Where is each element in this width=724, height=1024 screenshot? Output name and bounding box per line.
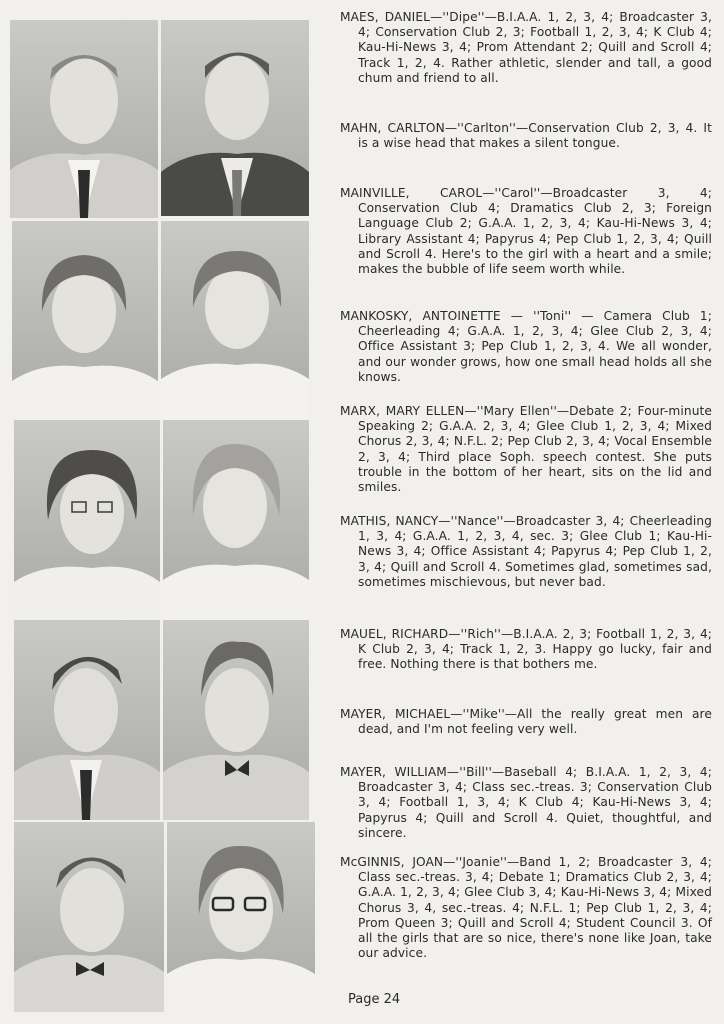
student-entry: MAES, DANIEL—''Dipe''—B.I.A.A. 1, 2, 3, 4; Broadcaster 3, 4; Conservation Club 2, 3; Football 1, 2, 3, 4; K Club 4; Kau-Hi-News 3, 4; Prom Attendant 2; Quill and Scroll 4; Track 1, 2, 4. Rather athletic, slender and tall, a good chum and friend to all.: [340, 10, 712, 85]
page-number: Page 24: [348, 992, 401, 1007]
student-entry: MAYER, MICHAEL—''Mike''—All the really great men are dead, and I'm not feeling very well.: [340, 707, 712, 737]
student-entry: McGINNIS, JOAN—''Joanie''—Band 1, 2; Broadcaster 3, 4; Class sec.-treas. 3, 4; Debate 1; Dramatics Club 2, 3, 4; G.A.A. 1, 2, 3, 4; Glee Club 3, 4; Kau-Hi-News 3, 4; Mixed Chorus 3, 4, sec.-treas. 4; N.F.L. 1; Pep Club 1, 2, 3, 4; Prom Queen 3; Quill and Scroll 4; Student Council 3. Of all the girls that are so nice, there's none like Joan, take our advice.: [340, 855, 712, 961]
portrait-photo: [10, 20, 158, 218]
student-entry: MAYER, WILLIAM—''Bill''—Baseball 4; B.I.A.A. 1, 2, 3, 4; Broadcaster 3, 4; Class sec.-treas. 3; Conservation Club 3, 4; Football 1, 3, 4; K Club 4; Kau-Hi-News 3, 4; Papyrus 4; Quill and Scroll 4. Quiet, thoughtful, and sincere.: [340, 765, 712, 840]
student-entry: MATHIS, NANCY—''Nance''—Broadcaster 3, 4; Cheerleading 1, 3, 4; G.A.A. 1, 2, 3, 4, sec. 3; Glee Club 1; Kau-Hi-News 3, 4; Office Assistant 4; Papyrus 4; Pep Club 1, 2, 3, 4; Quill and Scroll 4. Sometimes glad, sometimes sad, sometimes mischievous, but never bad.: [340, 514, 712, 589]
portrait-photo: [161, 20, 309, 216]
portrait-photo: [163, 620, 309, 820]
portrait-photo: [167, 822, 315, 1012]
portrait-photo: [14, 420, 160, 618]
student-entry: MANKOSKY, ANTOINETTE — ''Toni'' — Camera Club 1; Cheerleading 4; G.A.A. 1, 2, 3, 4; Glee Club 2, 3, 4; Office Assistant 3; Pep Club 1, 2, 3, 4. We all wonder, and our wonder grows, how one small head holds all she knows.: [340, 309, 712, 384]
portrait-grid: [0, 0, 330, 1024]
student-entry: MAINVILLE, CAROL—''Carol''—Broadcaster 3, 4; Conservation Club 4; Dramatics Club 2, 3; Foreign Language Club 2; G.A.A. 1, 2, 3, 4; Kau-Hi-News 3, 4; Library Assistant 4; Papyrus 4; Pep Club 1, 2, 3, 4; Quill and Scroll 4. Here's to the girl with a heart and a smile; makes the bubble of life seem worth while.: [340, 186, 712, 277]
portrait-photo: [14, 620, 160, 820]
student-entry: MAUEL, RICHARD—''Rich''—B.I.A.A. 2, 3; Football 1, 2, 3, 4; K Club 2, 3, 4; Track 1, 2, 3. Happy go lucky, fair and free. Nothing there is that bothers me.: [340, 627, 712, 672]
portrait-photo: [12, 221, 158, 418]
portrait-photo: [14, 822, 164, 1012]
student-entry: MARX, MARY ELLEN—''Mary Ellen''—Debate 2; Four-minute Speaking 2; G.A.A. 2, 3, 4; Glee Club 1, 2, 3, 4; Mixed Chorus 2, 3, 4; N.F.L. 2; Pep Club 2, 3, 4; Vocal Ensemble 2, 3, 4; Third place Soph. speech contest. She puts trouble in the bottom of her heart, sits on the lid and smiles.: [340, 404, 712, 495]
student-entry: MAHN, CARLTON—''Carlton''—Conservation Club 2, 3, 4. It is a wise head that makes a silent tongue.: [340, 121, 712, 151]
portrait-photo: [163, 420, 309, 618]
portrait-photo: [161, 221, 309, 418]
